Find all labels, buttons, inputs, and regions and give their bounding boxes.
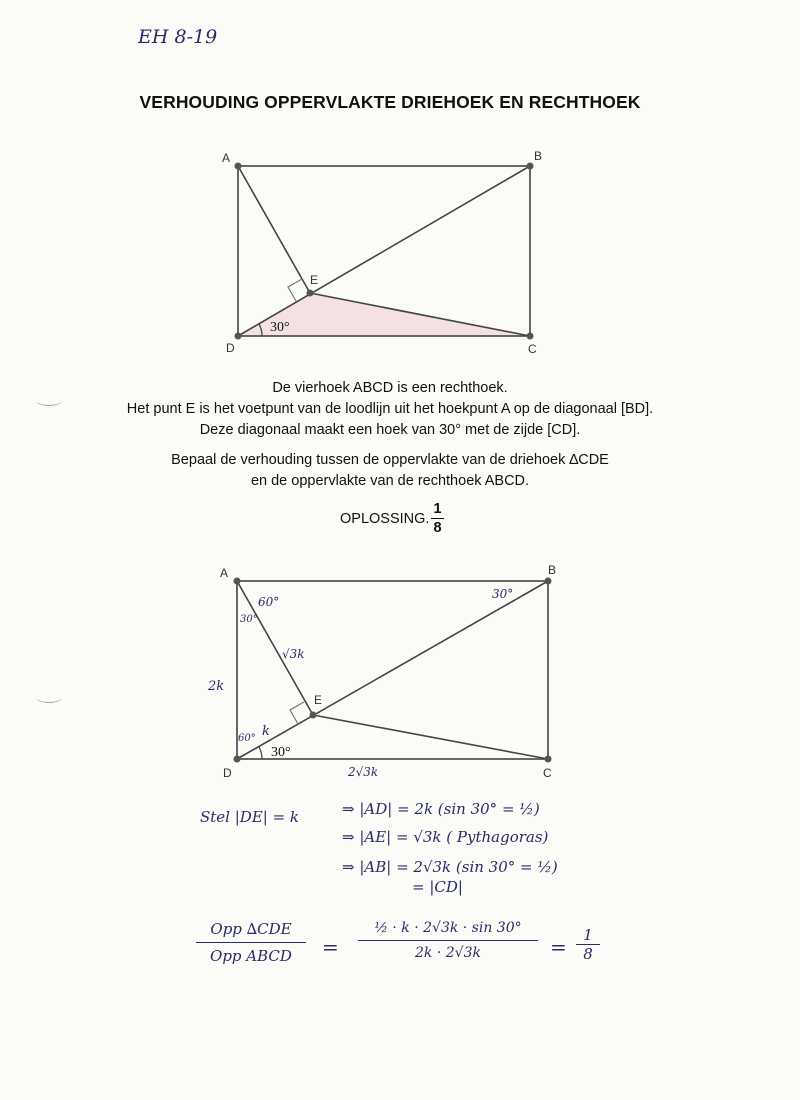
annotation-30-at-a: 30°: [240, 614, 258, 625]
angle-30-label: 30°: [270, 320, 290, 335]
annotation-60-at-d: 60°: [238, 733, 256, 744]
equals-sign-1: =: [322, 935, 339, 959]
annotation-30-at-b: 30°: [492, 587, 514, 601]
label-c: C: [528, 342, 537, 356]
result-denominator: 8: [583, 945, 593, 963]
point-c-2: [545, 756, 552, 763]
page-title: VERHOUDING OPPERVLAKTE DRIEHOEK EN RECHTHOEK: [139, 92, 641, 112]
diagonal-bd-2: [237, 581, 548, 759]
problem-line-1: De vierhoek ABCD is een rechthoek.: [272, 380, 508, 396]
right-angle-mark-2: [290, 702, 304, 724]
work-line-1: Stel |DE| = k: [200, 808, 300, 826]
label-e-2: E: [314, 693, 323, 707]
problem-line-2: Het punt E is het voetpunt van de loodlijn uit het hoekpunt A op de diagonaal [BD].: [126, 401, 654, 417]
label-b-2: B: [548, 563, 557, 577]
solution-fraction: [431, 500, 443, 537]
annotation-ad-length: 2k: [208, 679, 225, 694]
point-e-2: [310, 712, 317, 719]
solution-denominator: 8: [433, 520, 442, 536]
angle-30-label-2: 30°: [271, 745, 291, 760]
label-c-2: C: [543, 766, 552, 780]
label-e: E: [310, 273, 319, 287]
ratio-middle-numerator: ½ · k · 2√3k · sin 30°: [358, 920, 538, 941]
point-e: [307, 290, 314, 297]
label-a: A: [222, 151, 231, 165]
work-line-2: ⇒ |AE| = √3k ( Pythagoras): [342, 828, 549, 846]
work-line-3: ⇒ |AB| = 2√3k (sin 30° = ½): [342, 858, 558, 876]
solution-answer: [340, 500, 444, 537]
perpendicular-ae: [238, 166, 310, 293]
equals-sign-2: =: [550, 935, 567, 959]
result-numerator: 1: [576, 926, 600, 945]
ratio-left-fraction: [196, 920, 306, 965]
point-b: [527, 163, 534, 170]
right-angle-mark: [288, 279, 302, 301]
solution-numerator: 1: [433, 501, 442, 517]
ratio-middle-fraction: [358, 920, 538, 961]
work-line-1b: ⇒ |AD| = 2k (sin 30° = ½): [342, 800, 540, 818]
point-d: [235, 333, 242, 340]
label-d: D: [226, 341, 235, 355]
problem-line-3: Deze diagonaal maakt een hoek van 30° met de zijde [CD].: [199, 422, 581, 438]
annotation-60-at-a: 60°: [258, 595, 280, 609]
problem-line-5: en de oppervlakte van de rechthoek ABCD.: [250, 473, 530, 489]
point-b-2: [545, 578, 552, 585]
point-a: [235, 163, 242, 170]
ratio-left-denominator: Opp ABCD: [210, 947, 292, 965]
problem-line-4: Bepaal de verhouding tussen de oppervlakte van de driehoek ∆CDE: [171, 452, 609, 468]
result-fraction: [576, 926, 600, 963]
ratio-middle-denominator: 2k · 2√3k: [415, 945, 481, 961]
annotation-ae-length: √3k: [282, 647, 305, 661]
annotation-dc-length: 2√3k: [348, 765, 379, 779]
label-b: B: [534, 149, 543, 163]
label-d-2: D: [223, 766, 232, 780]
ratio-left-numerator: Opp ∆CDE: [196, 920, 306, 943]
annotation-de-length: k: [262, 724, 270, 739]
point-c: [527, 333, 534, 340]
point-a-2: [234, 578, 241, 585]
label-a-2: A: [220, 566, 229, 580]
problem-statement: [0, 378, 780, 441]
segment-ec-2: [313, 715, 548, 759]
point-d-2: [234, 756, 241, 763]
problem-question: [0, 450, 780, 492]
solution-label: OPLOSSING.: [340, 510, 430, 527]
angle-arc-2: [259, 747, 262, 759]
work-line-4: = |CD|: [412, 878, 463, 896]
document-code: EH 8-19: [138, 26, 218, 48]
